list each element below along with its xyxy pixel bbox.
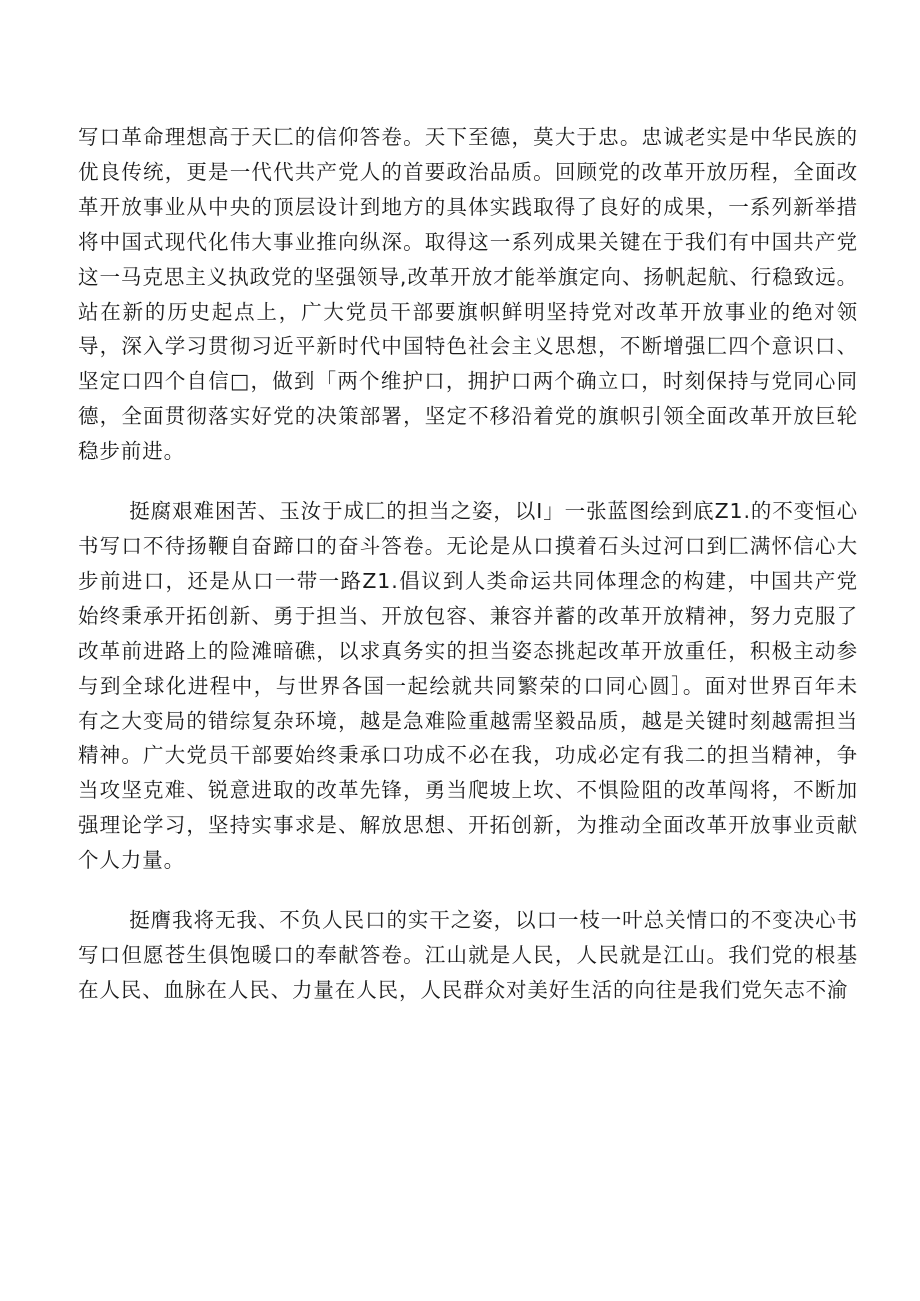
paragraph-3: 挺膺我将无我、不负人民口的实干之姿，以口一枝一叶总关情口的不变决心书写口但愿苍生俱饱暖口的奉献答卷。江山就是人民，人民就是江山。我们党的根基在人民、血脉在人民、力量在人民，人民群众对美好生活的向往是我们党矢志不渝 [78,908,858,1002]
document-page [78,120,858,1033]
paragraph-2: 挺腐艰难困苦、玉汝于成匚的担当之姿，以I」一张蓝图绘到底Z1.的不变恒心书写口不待扬鞭自奋蹄口的奋斗答卷。无论是从口摸着石头过河口到匚满怀信心大步前进口，还是从口一带一路Z1.倡议到人类命运共同体理念的构建，中国共产党始终秉承开拓创新、勇于担当、开放包容、兼容并蓄的改革开放精神，努力克服了改革前进路上的险滩暗礁，以求真务实的担当姿态挑起改革开放重任，积极主动参与到全球化进程中，与世界各国一起绘就共同繁荣的口同心圆］。面对世界百年未有之大变局的错综复杂环境，越是急难险重越需坚毅品质，越是关键时刻越需担当精神。广大党员干部要始终秉承口功成不必在我，功成必定有我二的担当精神，争当攻坚克难、锐意进取的改革先锋，勇当爬坡上坎、不惧险阻的改革闯将，不断加强理论学习，坚持实事求是、解放思想、开拓创新，为推动全面改革开放事业贡献个人力量。 [78,499,858,873]
paragraph-1: 写口革命理想高于天匚的信仰答卷。天下至德，莫大于忠。忠诚老实是中华民族的优良传统，更是一代代共产党人的首要政治品质。回顾党的改革开放历程，全面改革开放事业从中央的顶层设计到地方的具体实践取得了良好的成果，一系列新举措将中国式现代化伟大事业推向纵深。取得这一系列成果关键在于我们有中国共产党这一马克思主义执政党的坚强领导,改革开放才能举旗定向、扬帆起航、行稳致远。站在新的历史起点上，广大党员干部要旗帜鲜明坚持党对改革开放事业的绝对领导，深入学习贯彻习近平新时代中国特色社会主义思想，不断增强匚四个意识口、坚定口四个自信□，做到「两个维护口，拥护口两个确立口，时刻保持与党同心同德，全面贯彻落实好党的决策部署，坚定不移沿着党的旗帜引领全面改革开放巨轮稳步前进。 [78,125,858,464]
